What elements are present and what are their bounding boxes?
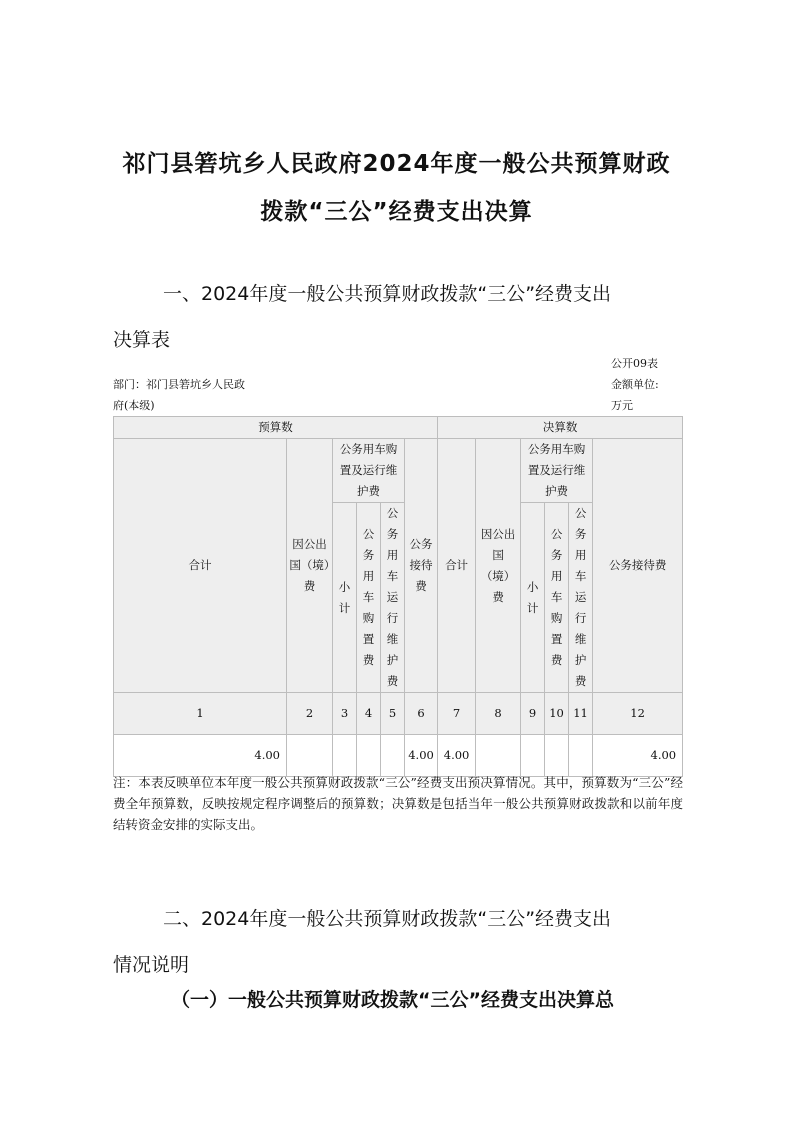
col-vehicle-final: 公务用车购置及运行维护费 bbox=[521, 439, 593, 503]
col-abroad-final: 因公出国（境）费 bbox=[476, 439, 521, 693]
column-number: 3 bbox=[333, 693, 357, 735]
value-operation-final bbox=[569, 735, 593, 777]
section-1-line-2: 决算表 bbox=[113, 329, 171, 351]
value-subtotal-final bbox=[521, 735, 545, 777]
column-number: 10 bbox=[545, 693, 569, 735]
unit-value: 万元 bbox=[611, 399, 633, 412]
column-number: 9 bbox=[521, 693, 545, 735]
column-number: 12 bbox=[593, 693, 683, 735]
column-number: 2 bbox=[287, 693, 333, 735]
col-reception-final: 公务接待费 bbox=[593, 439, 683, 693]
value-total-budget: 4.00 bbox=[114, 735, 287, 777]
col-total-budget: 合计 bbox=[114, 439, 287, 693]
department-label bbox=[113, 374, 293, 416]
value-operation-budget bbox=[381, 735, 405, 777]
column-number: 5 bbox=[381, 693, 405, 735]
col-abroad-budget: 因公出国（境）费 bbox=[287, 439, 333, 693]
table-note: 注：本表反映单位本年度一般公共预算财政拨款“三公”经费支出预决算情况。其中，预算数为“三公”经费全年预算数，反映按规定程序调整后的预算数；决算数是包括当年一般公共预算财政拨款和以前年度结转资金安排的实际支出。 bbox=[113, 775, 683, 832]
form-number: 公开09表 bbox=[611, 357, 658, 370]
section-2-heading bbox=[113, 896, 683, 988]
value-purchase-budget bbox=[357, 735, 381, 777]
col-purchase-final: 公务用车购置费 bbox=[545, 503, 569, 693]
department-line-1: 部门：祁门县箬坑乡人民政 bbox=[113, 378, 245, 391]
value-abroad-budget bbox=[287, 735, 333, 777]
value-reception-final: 4.00 bbox=[593, 735, 683, 777]
department-line-2: 府(本级) bbox=[113, 399, 155, 412]
group-budget-header: 预算数 bbox=[114, 417, 438, 439]
col-purchase-budget: 公务用车购置费 bbox=[357, 503, 381, 693]
section-2-line-1: 二、2024年度一般公共预算财政拨款“三公”经费支出 bbox=[163, 908, 612, 930]
subsection-heading: （一）一般公共预算财政拨款“三公”经费支出决算总 bbox=[171, 989, 614, 1011]
section-1-heading bbox=[113, 271, 683, 363]
table-meta-right bbox=[611, 353, 686, 416]
column-number: 1 bbox=[114, 693, 287, 735]
section-2-line-2: 情况说明 bbox=[113, 954, 190, 976]
value-subtotal-budget bbox=[333, 735, 357, 777]
title-line-2: 拨款“三公”经费支出决算 bbox=[260, 199, 533, 225]
budget-table bbox=[113, 416, 683, 777]
value-reception-budget: 4.00 bbox=[405, 735, 438, 777]
value-purchase-final bbox=[545, 735, 569, 777]
value-total-final: 4.00 bbox=[438, 735, 476, 777]
title-line-1: 祁门县箬坑乡人民政府2024年度一般公共预算财政 bbox=[122, 151, 671, 177]
col-operation-budget: 公务用车运行维护费 bbox=[381, 503, 405, 693]
column-number: 4 bbox=[357, 693, 381, 735]
col-vehicle-budget: 公务用车购置及运行维护费 bbox=[333, 439, 405, 503]
document-title bbox=[90, 140, 703, 236]
col-reception-budget: 公务接待费 bbox=[405, 439, 438, 693]
column-number: 8 bbox=[476, 693, 521, 735]
column-number: 7 bbox=[438, 693, 476, 735]
column-number: 11 bbox=[569, 693, 593, 735]
col-total-final: 合计 bbox=[438, 439, 476, 693]
col-operation-final: 公务用车运行维护费 bbox=[569, 503, 593, 693]
value-abroad-final bbox=[476, 735, 521, 777]
column-number: 6 bbox=[405, 693, 438, 735]
col-subtotal-final: 小计 bbox=[521, 503, 545, 693]
group-final-header: 决算数 bbox=[438, 417, 683, 439]
col-subtotal-budget: 小计 bbox=[333, 503, 357, 693]
unit-label: 金额单位: bbox=[611, 378, 659, 391]
section-1-line-1: 一、2024年度一般公共预算财政拨款“三公”经费支出 bbox=[163, 283, 612, 305]
